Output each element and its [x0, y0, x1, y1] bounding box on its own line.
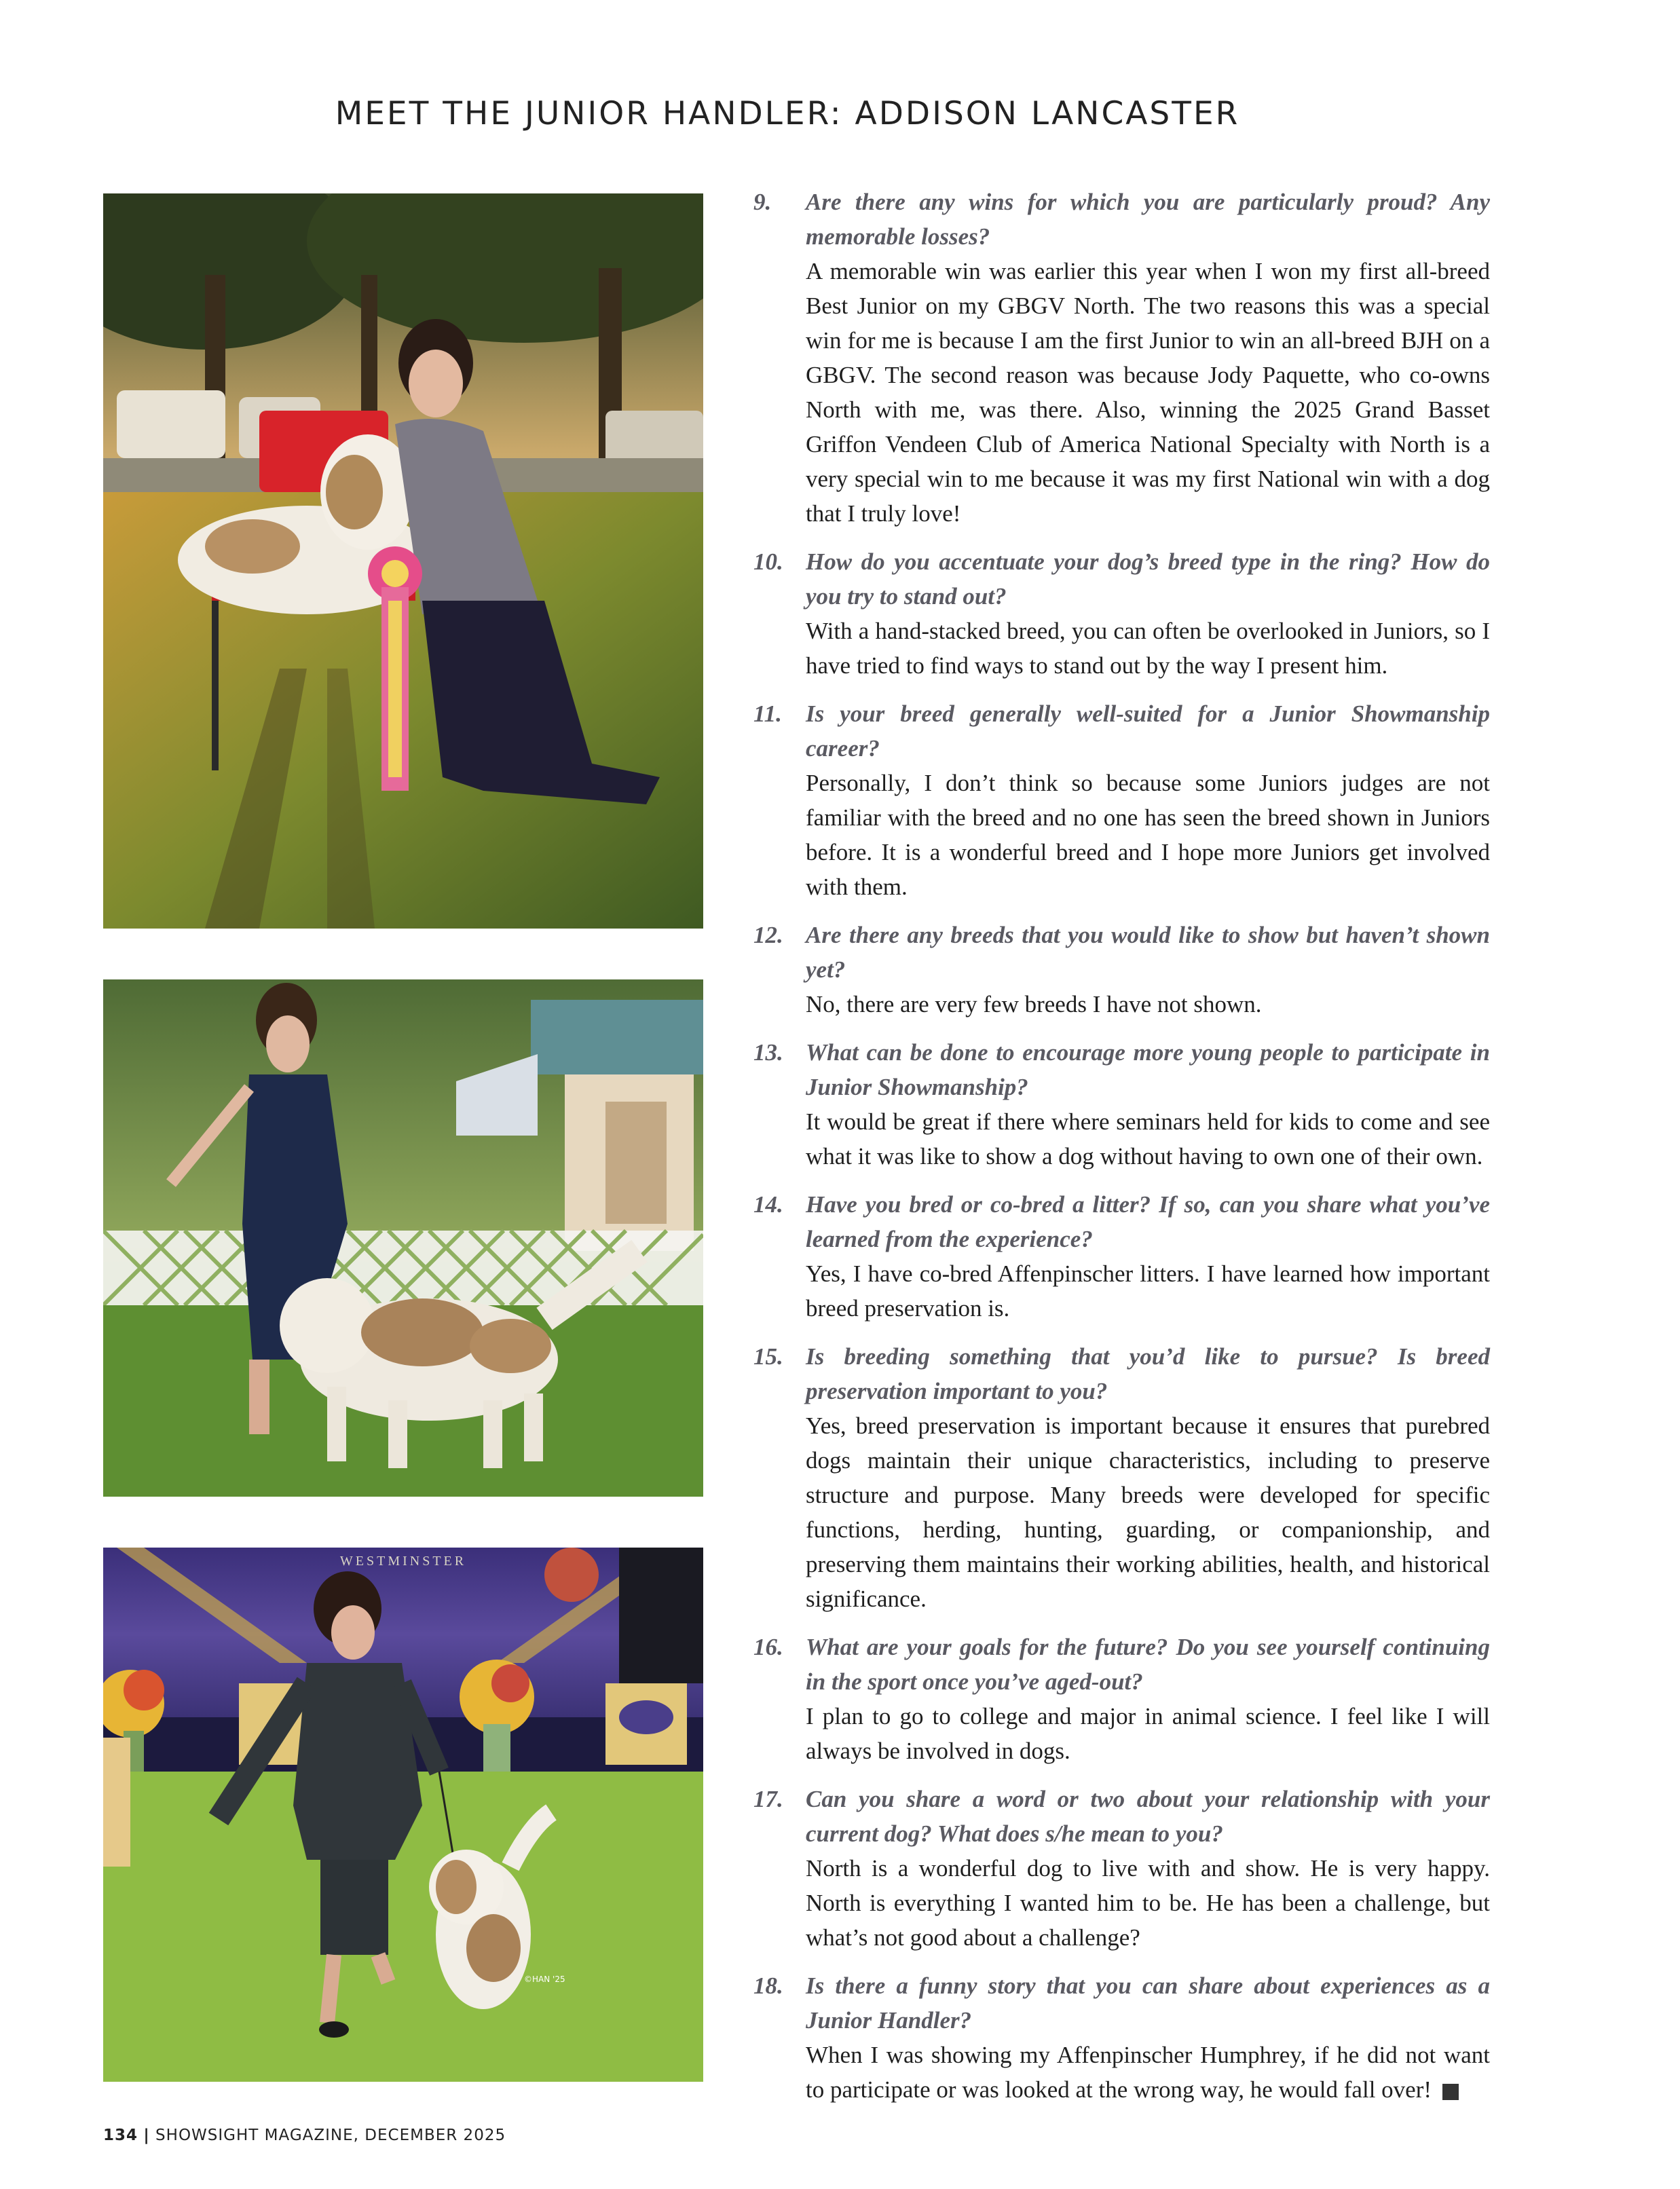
photo-1-illustration: [103, 193, 703, 929]
photo-2-illustration: [103, 979, 703, 1497]
question-number: 18.: [753, 1972, 783, 1999]
end-mark-icon: [1442, 2084, 1459, 2100]
qa-item-11: [753, 696, 1490, 904]
photo-3-illustration: [103, 1548, 703, 2082]
photo-handler-at-westminster: [103, 1548, 703, 2082]
qa-item-14: [753, 1187, 1490, 1326]
question-text: What can be done to encourage more young people to participate in Junior Showmanship?: [806, 1039, 1490, 1100]
photo-handler-with-dog-on-chair: [103, 193, 703, 929]
photo-handler-gaiting-dog-outdoors: [103, 979, 703, 1497]
question-text: Is your breed generally well-suited for a Junior Showmanship career?: [806, 700, 1490, 762]
qa-item-9: [753, 185, 1490, 531]
question-text: What are your goals for the future? Do you see yourself continuing in the sport once you’ve aged-out?: [806, 1634, 1490, 1695]
question-text: Are there any wins for which you are particularly proud? Any memorable losses?: [806, 189, 1490, 250]
qa-item-12: [753, 918, 1490, 1022]
answer-text: North is a wonderful dog to live with and show. He is very happy. North is everything I wanted him to be. He has been a challenge, but what’s not good about a challenge?: [806, 1855, 1490, 1951]
question-text: How do you accentuate your dog’s breed type in the ring? How do you try to stand out?: [806, 548, 1490, 610]
answer-text: A memorable win was earlier this year when I won my first all-breed Best Junior on my GBGV North. The two reasons this was a special win for me is because I am the first Junior to win an all-breed BJH on a GBGV. The second reason was because Jody Paquette, who co-owns North with me, was there. Also, winning the 2025 Grand Basset Griffon Vendeen Club of America National Specialty with North is a very special win to me because it was my first National win with a dog that I truly love!: [806, 258, 1490, 527]
qa-item-15: [753, 1339, 1490, 1616]
answer-text: I plan to go to college and major in animal science. I feel like I will always be involved in dogs.: [806, 1703, 1490, 1764]
qa-item-17: [753, 1782, 1490, 1955]
qa-item-18: [753, 1968, 1490, 2107]
qa-item-10: [753, 544, 1490, 683]
page-header: MEET THE JUNIOR HANDLER: ADDISON LANCASTER: [335, 95, 1240, 132]
answer-text-content: When I was showing my Affenpinscher Humphrey, if he did not want to participate or was looked at the wrong way, he would fall over!: [806, 2042, 1490, 2103]
question-number: 12.: [753, 922, 783, 948]
publication-name: SHOWSIGHT MAGAZINE, DECEMBER 2025: [155, 2127, 506, 2144]
question-number: 10.: [753, 548, 783, 575]
question-text: Is breeding something that you’d like to pursue? Is breed preservation important to you?: [806, 1343, 1490, 1404]
page-footer: [103, 2127, 506, 2144]
page-number: 134: [103, 2127, 138, 2144]
question-text: Are there any breeds that you would like to show but haven’t shown yet?: [806, 922, 1490, 983]
answer-text: [806, 2038, 1490, 2107]
question-number: 13.: [753, 1039, 783, 1066]
question-text: Can you share a word or two about your relationship with your current dog? What does s/he mean to you?: [806, 1786, 1490, 1847]
question-number: 9.: [753, 189, 772, 215]
question-number: 16.: [753, 1634, 783, 1660]
question-number: 17.: [753, 1786, 783, 1812]
answer-text: No, there are very few breeds I have not shown.: [806, 991, 1262, 1017]
westminster-banner: WESTMINSTER: [339, 1554, 467, 1569]
question-number: 11.: [753, 700, 782, 727]
question-text: Is there a funny story that you can share about experiences as a Junior Handler?: [806, 1972, 1490, 2034]
qa-column: [753, 185, 1490, 2120]
question-number: 15.: [753, 1343, 783, 1370]
photo-watermark: ©HAN '25: [524, 1975, 565, 1984]
footer-separator: |: [143, 2127, 150, 2144]
answer-text: It would be great if there where seminars held for kids to come and see what it was like to show a dog without having to own one of their own.: [806, 1108, 1490, 1170]
answer-text: With a hand-stacked breed, you can often be overlooked in Juniors, so I have tried to find ways to stand out by the way I present him.: [806, 618, 1490, 679]
answer-text: Yes, breed preservation is important because it ensures that purebred dogs maintain their unique characteristics, including to preserve structure and purpose. Many breeds were developed for specific functions, herding, hunting, guarding, or companionship, and preserving them maintains their working abilities, health, and historical significance.: [806, 1412, 1490, 1612]
qa-item-13: [753, 1035, 1490, 1174]
question-number: 14.: [753, 1191, 783, 1218]
answer-text: Personally, I don’t think so because some Juniors judges are not familiar with the breed and no one has seen the breed shown in Juniors before. It is a wonderful breed and I hope more Juniors get involved with them.: [806, 770, 1490, 900]
answer-text: Yes, I have co-bred Affenpinscher litters. I have learned how important breed preservation is.: [806, 1260, 1490, 1322]
qa-item-16: [753, 1630, 1490, 1768]
question-text: Have you bred or co-bred a litter? If so, can you share what you’ve learned from the experience?: [806, 1191, 1490, 1252]
